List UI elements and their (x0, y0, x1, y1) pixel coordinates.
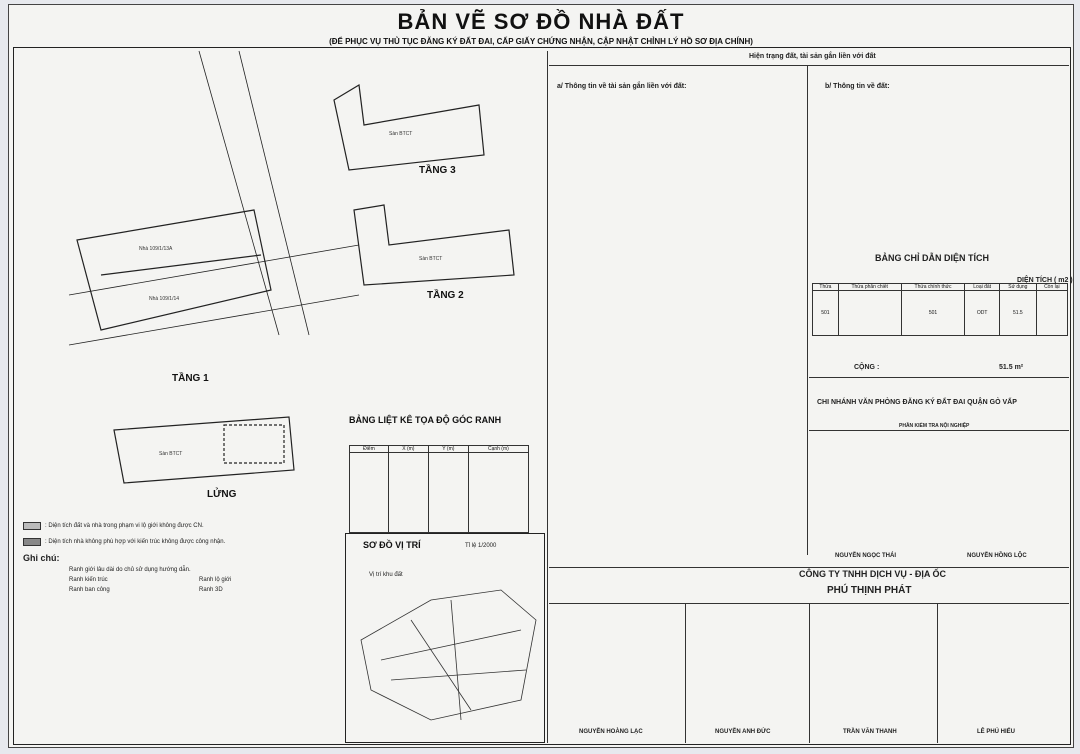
ghi-chu-line: Ranh kiến trúc (69, 577, 108, 583)
location-map-title: SƠ ĐỒ VỊ TRÍ (363, 540, 421, 550)
signer: LÊ PHÚ HIẾU (977, 729, 1016, 735)
signer: NGUYỄN HOÀNG LẠC (579, 729, 643, 735)
divider (809, 430, 1069, 431)
cell: ODT (965, 291, 1000, 336)
ghi-chu-line: Ranh lộ giới (199, 577, 232, 583)
b-title: b/ Thông tin về đất: (825, 83, 890, 90)
divider (807, 65, 808, 555)
location-map-scale: Tỉ lệ 1/2000 (465, 543, 497, 549)
cell: 501 (813, 291, 839, 336)
divider (809, 377, 1069, 378)
col-phan-chiet: Thửa phân chiết (838, 284, 901, 291)
cong-value: 51.5 m² (999, 364, 1024, 371)
coord-table (349, 445, 529, 533)
divider (685, 603, 686, 743)
legend-text-1: : Diện tích đất và nhà trong phạm vi lộ giới không được CN. (45, 523, 204, 529)
legend-text-2: : Diện tích nhà không phù hợp với kiến trúc không được công nhận. (45, 539, 226, 545)
chi-nhanh: CHI NHÁNH VĂN PHÒNG ĐĂNG KÝ ĐẤT ĐAI QUẬN GÒ VẤP (817, 399, 1017, 406)
area-table (812, 283, 1068, 336)
cong-label: CỘNG : (854, 364, 880, 371)
col-loai-dat: Loại đất (965, 284, 1000, 291)
page-title: BẢN VẼ SƠ ĐỒ NHÀ ĐẤT (397, 9, 685, 34)
svg-text:Nhà 109/1/13A: Nhà 109/1/13A (139, 246, 173, 252)
tang3-label: TẦNG 3 (419, 165, 456, 176)
tang1-label: TẦNG 1 (172, 373, 209, 384)
dien-tich-header: DIỆN TÍCH ( m2 ) (1017, 277, 1073, 284)
svg-text:Sàn BTCT: Sàn BTCT (389, 131, 413, 137)
page-subtitle: (ĐỂ PHỤC VỤ THỦ TỤC ĐĂNG KÝ ĐẤT ĐAI, CẤP GIẤY CHỨNG NHẬN, CẬP NHẬT CHỈNH LÝ HỒ SƠ ĐỊA CHÍNH) (329, 37, 753, 46)
legend-swatch-1 (23, 522, 41, 530)
divider (549, 65, 1069, 66)
ghi-chu-line: Ranh giới lâu dài do chủ sử dụng hướng dẫn. (69, 567, 191, 573)
tang2-label: TẦNG 2 (427, 290, 464, 301)
drawing-sheet (8, 4, 1074, 748)
svg-text:Sàn BTCT: Sàn BTCT (419, 256, 443, 262)
legend-swatch-2 (23, 538, 41, 546)
signer: TRẦN VĂN THANH (843, 729, 897, 735)
chi-dan-title: BẢNG CHỈ DẪN DIỆN TÍCH (875, 253, 989, 263)
signer: NGUYỄN NGỌC THÁI (835, 553, 897, 559)
col-su-dung: Sử dụng (999, 284, 1036, 291)
right-header: Hiện trạng đất, tài sản gắn liền với đất (749, 53, 876, 60)
th-y: Y (m) (428, 446, 468, 453)
col-con-lai: Còn lại (1036, 284, 1067, 291)
th-diem: Điểm (350, 446, 389, 453)
a-title: a/ Thông tin về tài sản gắn liền với đất: (557, 83, 687, 90)
ghi-chu-line: Ranh ban công (69, 587, 110, 593)
svg-text:Sàn BTCT: Sàn BTCT (159, 451, 183, 457)
lung-label: LỬNG (207, 489, 237, 500)
cell (1036, 291, 1067, 336)
divider (549, 567, 1069, 568)
cell: 501 (901, 291, 965, 336)
th-canh: Cạnh (m) (468, 446, 528, 453)
ghi-chu-title: Ghi chú: (23, 553, 60, 563)
ghi-chu-line: Ranh 3D (199, 587, 223, 593)
svg-text:Nhà 109/1/14: Nhà 109/1/14 (149, 296, 180, 302)
th-x: X (m) (388, 446, 428, 453)
kiem-tra: PHẦN KIỂM TRA NỘI NGHIỆP (899, 423, 970, 429)
signer: NGUYỄN HỒNG LỘC (967, 553, 1027, 559)
site-marker-label: Vị trí khu đất (369, 572, 403, 578)
coord-table-title: BẢNG LIỆT KÊ TỌA ĐỘ GÓC RANH (349, 415, 502, 425)
col-thua: Thửa (813, 284, 839, 291)
divider (809, 603, 810, 743)
location-map (351, 560, 541, 730)
cell (838, 291, 901, 336)
company-name: CÔNG TY TNHH DỊCH VỤ - ĐỊA ỐC (799, 569, 947, 579)
divider (937, 603, 938, 743)
cell: 51.5 (999, 291, 1036, 336)
signer: NGUYỄN ANH ĐỨC (715, 729, 771, 735)
company-name-2: PHÚ THỊNH PHÁT (827, 585, 912, 596)
col-chinh-thuc: Thửa chính thức (901, 284, 965, 291)
